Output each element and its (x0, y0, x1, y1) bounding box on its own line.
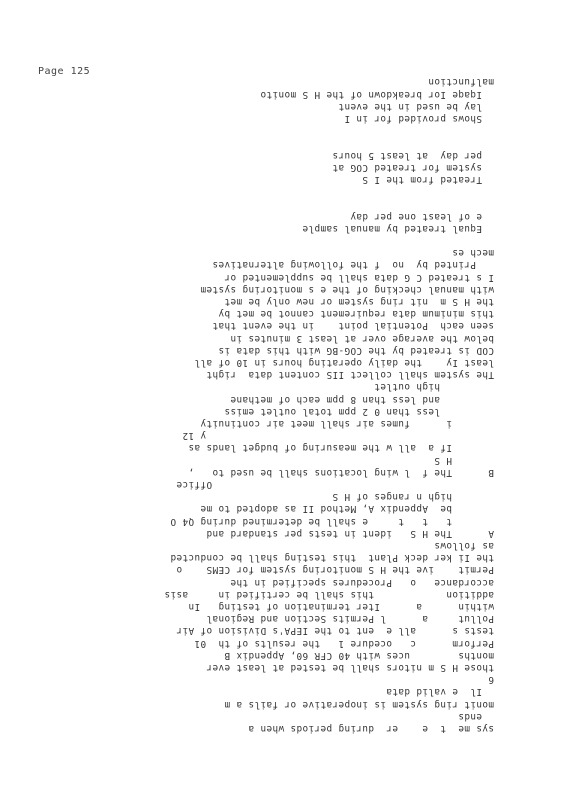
text-line: addition this shall be certified in asis (164, 588, 494, 600)
text-line: within a Iter termination of testing In (188, 601, 494, 612)
text-line: mech es (452, 247, 494, 259)
text-line: as follows (434, 540, 494, 551)
text-line: system for treated COG at (332, 161, 494, 173)
text-line: least Iy the daily operating hours in 10 of all (194, 357, 494, 368)
text-line: monit ring system is inoperative or fails a m (224, 698, 494, 710)
text-line: Printed by no f the following alternatives (212, 259, 494, 271)
text-line: be Appendix A, Method II as adopted to me (200, 503, 494, 515)
text-line: seen each Potential point in the event that (212, 320, 494, 332)
text-line: H S (434, 454, 494, 466)
text-line: If a all w the measuring of budget lands as (188, 442, 494, 454)
text-line: months uces with 40 CFR 60, Appendix B (224, 649, 494, 661)
text-line: Office (176, 479, 494, 490)
text-line: e of least one per day (350, 210, 494, 222)
text-line: 6 (488, 674, 494, 686)
text-line: the H S m nit ring system or new only be met (224, 296, 494, 307)
text-line: COD is treated by the COG-BG with this data is (218, 344, 494, 356)
text-line: with manual checking of the e s monitoring system (200, 283, 494, 295)
page-header: Page 125 (38, 66, 91, 77)
text-line: Iqaqe Ior breakdown of the H S monito (260, 88, 494, 100)
text-line: the Ii ker deck Plant this testing shall be conducted (170, 552, 494, 564)
text-line: Il e valid data (386, 686, 494, 698)
text-line: y 12 (182, 430, 494, 442)
text-line: high n ranges of H S (332, 491, 494, 503)
text-line: sys me t e er during periods when a (248, 723, 494, 734)
text-line: those H S m nitors shall be tested at least ever (206, 662, 494, 673)
text-line: t t t e shall be determined during Q4 O (170, 515, 494, 527)
text-line: B The f l wing locations shall be used to , (188, 466, 494, 478)
text-line: Pollut a l Permits Section and Regional (206, 613, 494, 625)
text-line: The system shall collect IIS content data right (206, 369, 494, 381)
text-line: malfunction (428, 76, 494, 88)
text-line: tests s all e ent to the IEPA's Division of Air (176, 625, 494, 637)
text-line: high outlet (374, 381, 494, 393)
text-line: below the average over at least 3 minutes in (230, 332, 494, 344)
text-line: lay be used in the event (338, 100, 494, 112)
text-line: Equal treated by manual sample (302, 222, 494, 234)
text-line: Permit ive the H S monitoring system for CEMS o (176, 564, 494, 576)
text-line: and less than 8 ppm each of methane (230, 393, 494, 405)
text-line: i fumes air shall meet air continuity (200, 418, 494, 429)
text-line: this minimum data requirement cannot be met by (218, 308, 494, 320)
text-line: Perform c ocedure 1 the results of th 01 (194, 637, 494, 649)
text-line: accordance o Procedures specified in the (230, 576, 494, 588)
text-line: per day at least 5 hours (332, 149, 494, 161)
text-line: less than 0 2 ppm total outlet emiss (224, 405, 494, 417)
text-line: ends (458, 710, 494, 722)
text-line: Treated from the I S (362, 174, 494, 185)
text-line: I s treated C G data shall be supplemented or (224, 271, 494, 283)
text-line: A The H S ident in tests per standard and (206, 527, 494, 539)
text-line: Shows provided for in I (344, 113, 494, 124)
